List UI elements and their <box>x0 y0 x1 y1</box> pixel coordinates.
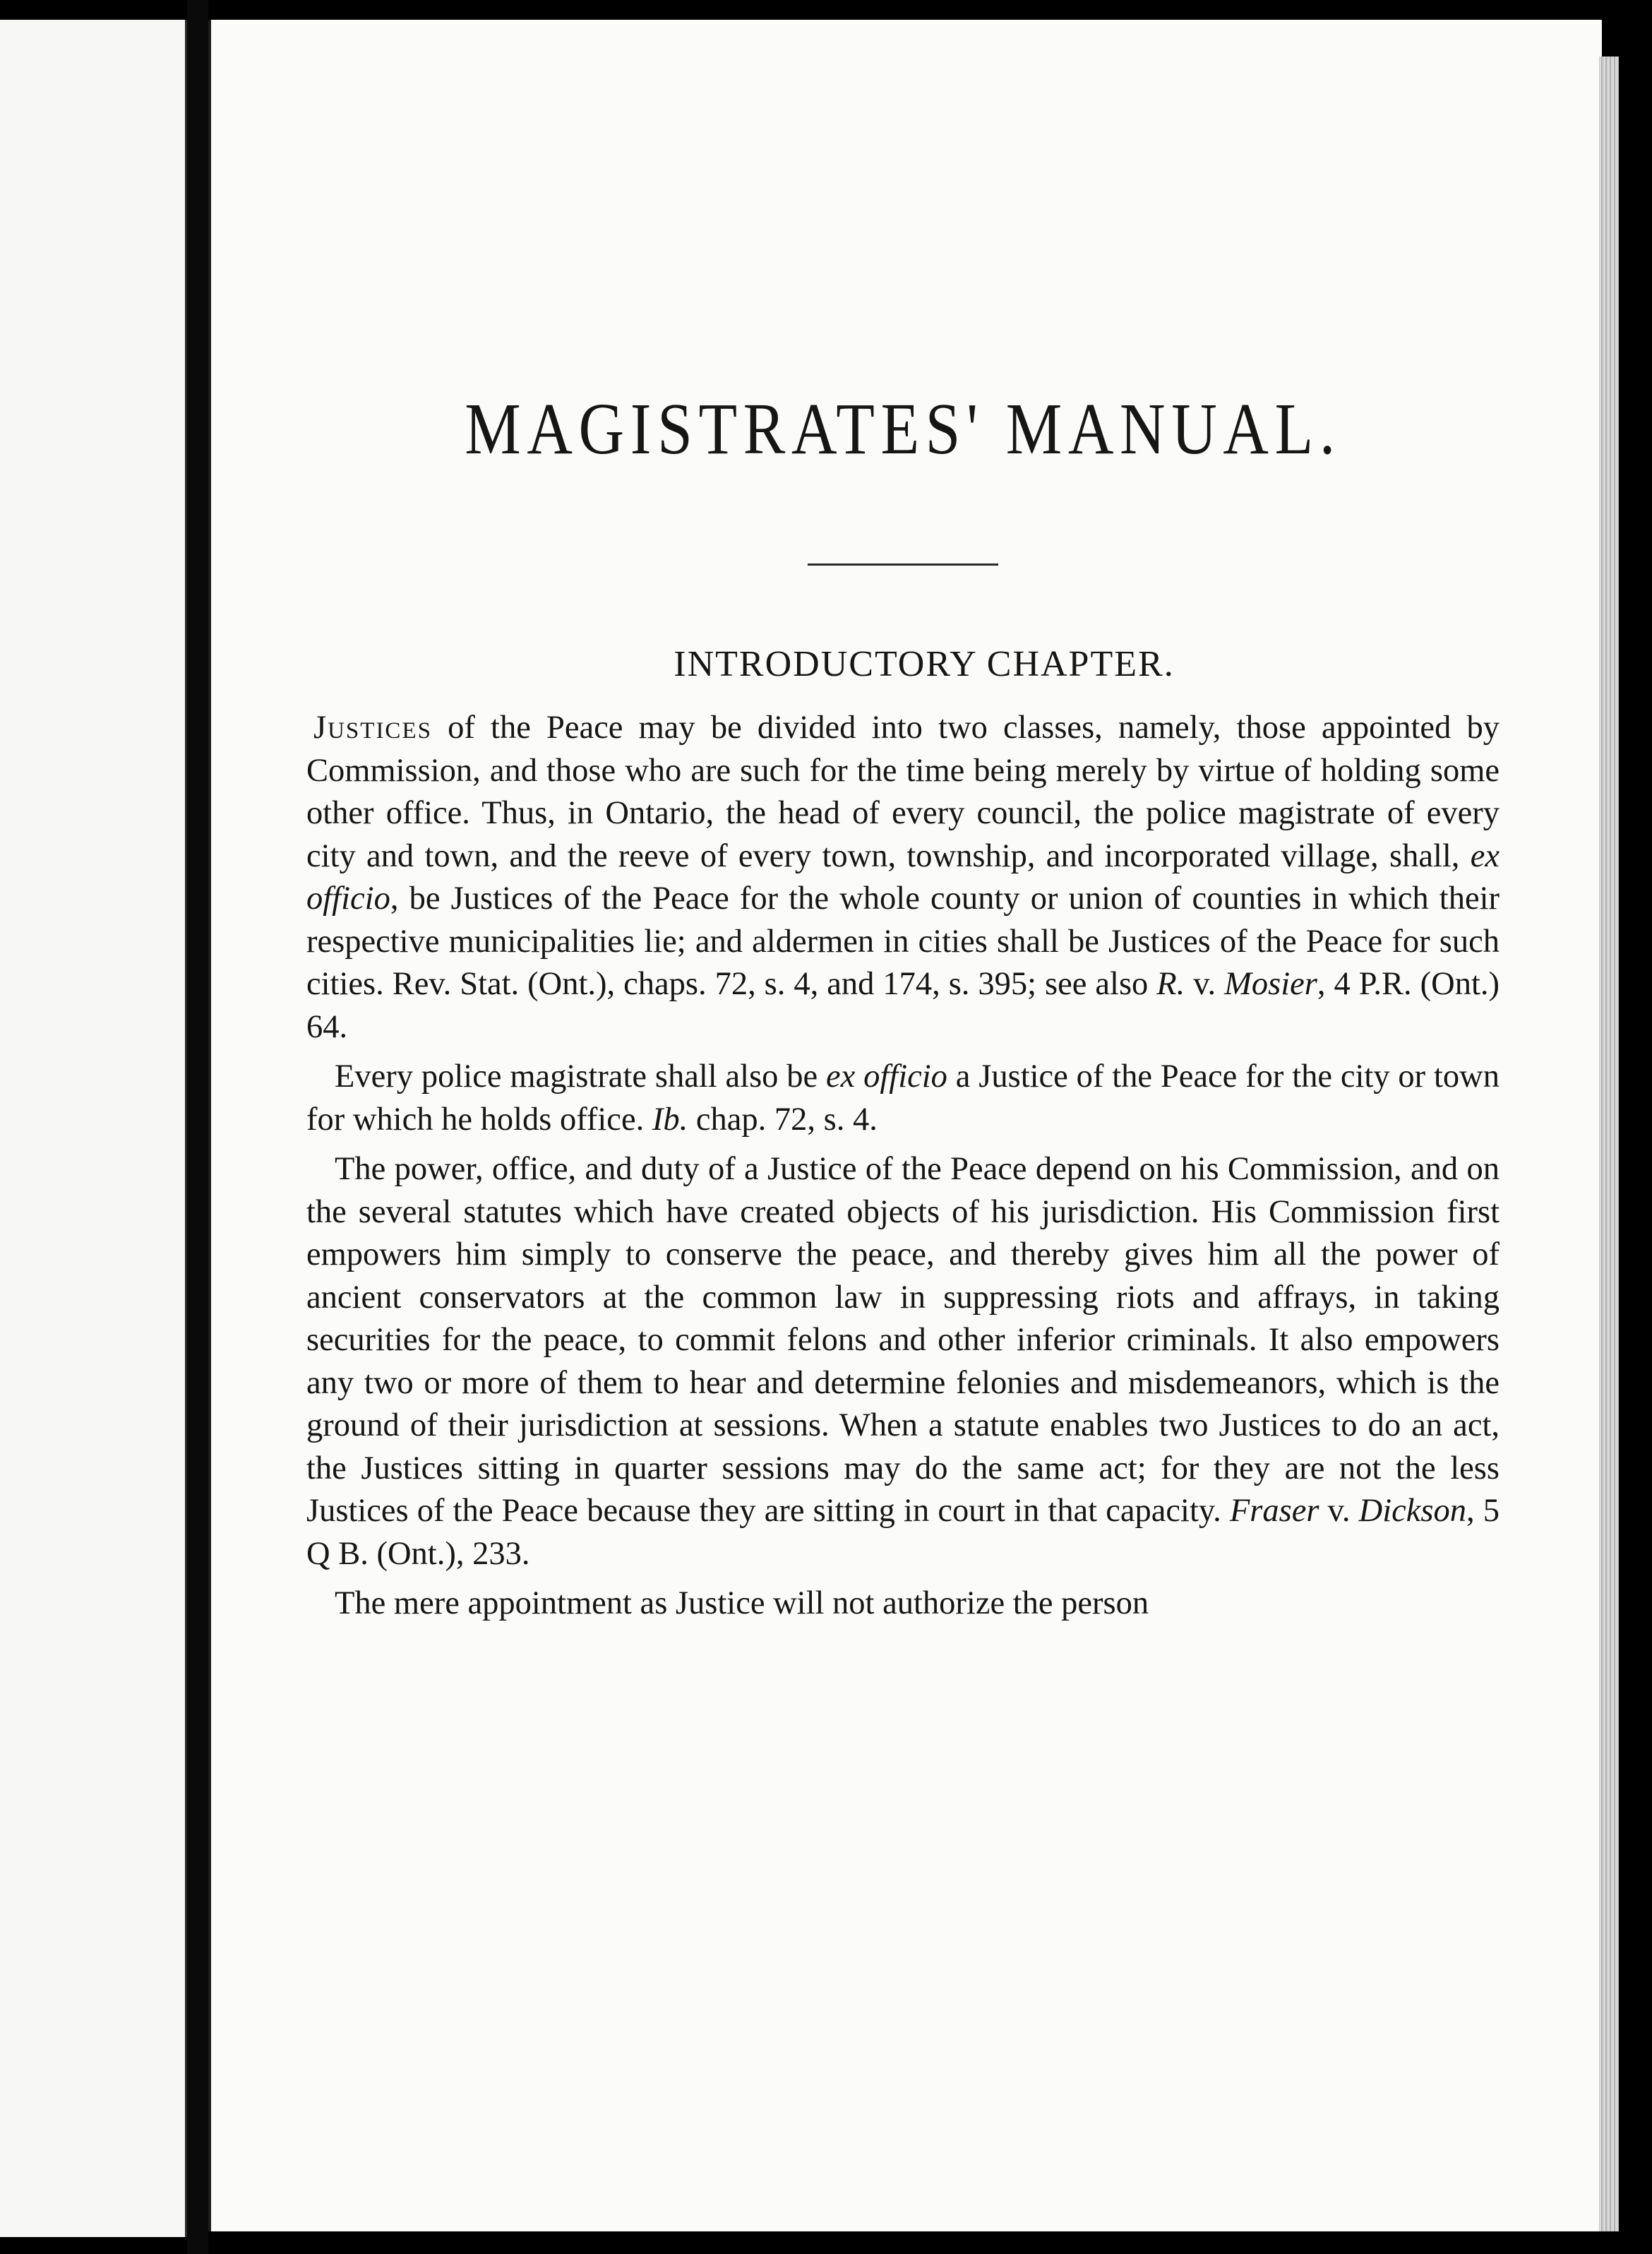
paragraph-3-italic-b: Dickson <box>1358 1493 1466 1529</box>
paragraph-3-text-a: The power, office, and duty of a Justice of the Peace depend on his Commission, and on the several statutes which have created objects of his jurisdiction. His Commission first empowers him simply to conserve the peace, and thereby gives him all the power of ancient conservators at the common law in suppressing riots and affrays, in taking securities for the peace, to commit felons and other inferior criminals. It also empowers any two or more of them to hear and determine felonies and misdemeanors, which is the ground of their jurisdiction at sessions. When a statute enables two Justices to do an act, the Justices sitting in quarter sessions may do the same act; for they are not the less Justices of the Peace because they are sitting in court in that capacity. <box>306 1151 1500 1529</box>
paragraph-1-text-c: v. <box>1185 966 1225 1002</box>
chapter-heading: INTRODUCTORY CHAPTER. <box>674 644 1175 684</box>
left-facing-page <box>0 20 187 2237</box>
paragraph-3-text-c: , 5 Q B. (Ont.), 233. <box>306 1493 1500 1572</box>
paragraph-2-text-b: a Justice of the Peace for the city or town for which he holds office. <box>306 1059 1500 1138</box>
right-page <box>208 20 1602 2231</box>
book-gutter <box>187 0 208 2254</box>
paragraph-2 <box>306 1056 1500 1141</box>
paragraph-4 <box>306 1582 1500 1626</box>
paragraph-3 <box>306 1148 1500 1575</box>
paragraph-1 <box>306 707 1500 1049</box>
paragraph-2-italic-b: Ib. <box>652 1101 688 1138</box>
body-text <box>306 707 1500 1626</box>
paragraph-1-italic-c: Mosier <box>1224 966 1317 1002</box>
title-rule <box>808 564 998 566</box>
paragraph-2-text-c: chap. 72, s. 4. <box>688 1101 878 1138</box>
paragraph-1-text-d: , 4 P.R. (Ont.) 64. <box>306 966 1500 1045</box>
paragraph-4-text-a: The mere appointment as Justice will not authorize the person <box>335 1585 1149 1621</box>
paragraph-2-text-a: Every police magistrate shall also be <box>335 1059 826 1095</box>
paragraph-1-text-b: , be Justices of the Peace for the whole county or union of counties in which their respective municipalities lie; and aldermen in cities shall be Justices of the Peace for such cities. Rev. Stat. (Ont.), chaps. 72, s. 4, and 174, s. 395; see also <box>306 881 1500 1002</box>
paragraph-1-italic-a: ex officio <box>306 837 1500 917</box>
paragraph-1-text-a: of the Peace may be divided into two classes, namely, those appointed by Commission, and those who are such for the time being merely by virtue of holding some other office. Thus, in Ontario, the head of every council, the police magistrate of every city and town, and the reeve of every town, township, and incorporated village, shall, <box>306 710 1500 874</box>
page-stack-edge <box>1599 56 1619 2231</box>
paragraph-2-italic-a: ex officio <box>826 1059 947 1095</box>
paragraph-3-italic-a: Fraser <box>1229 1493 1319 1529</box>
book-title: MAGISTRATES' MANUAL. <box>465 388 1341 470</box>
page-content <box>306 387 1500 1633</box>
lead-word: Justices <box>313 710 432 746</box>
paragraph-1-italic-b: R. <box>1156 966 1185 1002</box>
paragraph-3-text-b: v. <box>1319 1493 1359 1529</box>
